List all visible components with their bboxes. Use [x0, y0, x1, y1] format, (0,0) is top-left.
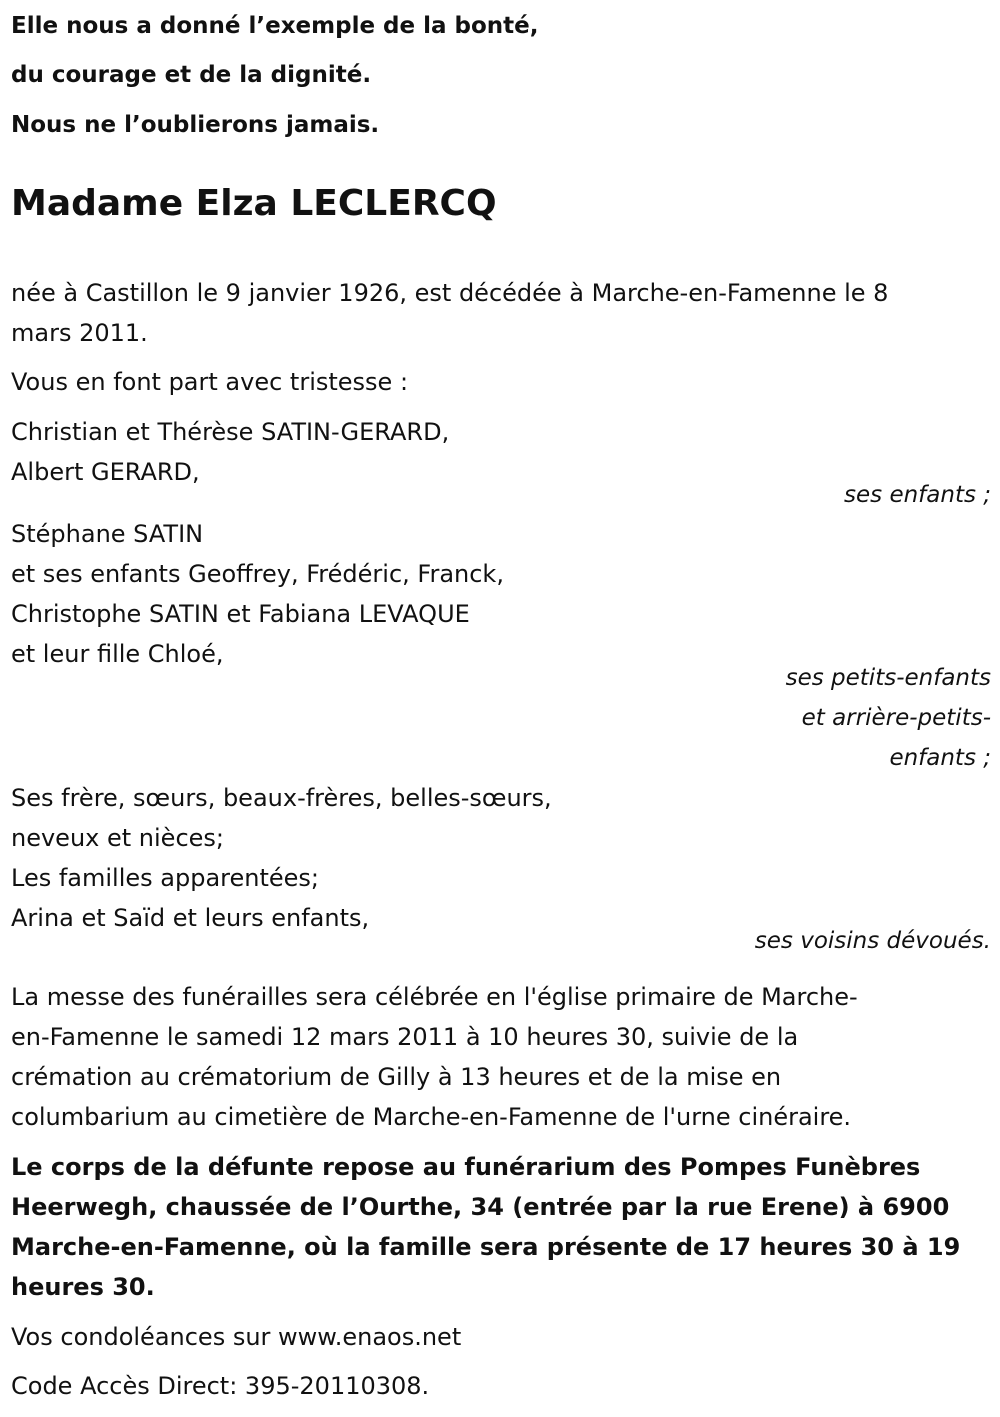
intro-text: Vous en font part avec tristesse : — [11, 368, 409, 396]
deceased-name: Madame Elza LECLERCQ — [11, 183, 497, 224]
epigraph-line-1: Elle nous a donné l’exemple de la bonté, — [11, 13, 539, 39]
condolences-text: Vos condoléances sur www.enaos.net — [11, 1323, 462, 1351]
others-name-2: neveux et nièces; — [11, 824, 224, 852]
funeral-line-2: en-Famenne le samedi 12 mars 2011 à 10 heures 30, suivie de la — [11, 1023, 799, 1051]
grandchildren-name-4: et leur fille Chloé, — [11, 640, 224, 668]
grandchildren-role-2: et arrière-petits- — [801, 705, 991, 731]
epigraph-line-3: Nous ne l’oublierons jamais. — [11, 112, 380, 138]
grandchildren-role-3: enfants ; — [889, 745, 991, 771]
others-name-3: Les familles apparentées; — [11, 864, 320, 892]
grandchildren-name-3: Christophe SATIN et Fabiana LEVAQUE — [11, 600, 470, 628]
children-name-1: Christian et Thérèse SATIN-GERARD, — [11, 418, 450, 446]
birth-death-line-2: mars 2011. — [11, 319, 148, 347]
visitation-line-3: Marche-en-Famenne, où la famille sera présente de 17 heures 30 à 19 — [11, 1233, 961, 1261]
others-name-1: Ses frère, sœurs, beaux-frères, belles-sœurs, — [11, 784, 552, 812]
children-role: ses enfants ; — [844, 482, 991, 508]
funeral-line-3: crémation au crématorium de Gilly à 13 heures et de la mise en — [11, 1063, 782, 1091]
funeral-line-1: La messe des funérailles sera célébrée en l'église primaire de Marche- — [11, 983, 858, 1011]
others-role: ses voisins dévoués. — [754, 928, 991, 954]
birth-death-line-1: née à Castillon le 9 janvier 1926, est décédée à Marche-en-Famenne le 8 — [11, 279, 889, 307]
visitation-line-2: Heerwegh, chaussée de l’Ourthe, 34 (entrée par la rue Erene) à 6900 — [11, 1193, 950, 1221]
grandchildren-name-2: et ses enfants Geoffrey, Frédéric, Franck, — [11, 560, 504, 588]
grandchildren-name-1: Stéphane SATIN — [11, 520, 204, 548]
grandchildren-role-1: ses petits-enfants — [785, 665, 991, 691]
others-name-4: Arina et Saïd et leurs enfants, — [11, 904, 370, 932]
visitation-line-1: Le corps de la défunte repose au funérarium des Pompes Funèbres — [11, 1153, 921, 1181]
children-name-2: Albert GERARD, — [11, 458, 200, 486]
epigraph-line-2: du courage et de la dignité. — [11, 62, 372, 88]
access-code-text: Code Accès Direct: 395-20110308. — [11, 1372, 430, 1400]
funeral-line-4: columbarium au cimetière de Marche-en-Famenne de l'urne cinéraire. — [11, 1103, 852, 1131]
visitation-line-4: heures 30. — [11, 1273, 155, 1301]
